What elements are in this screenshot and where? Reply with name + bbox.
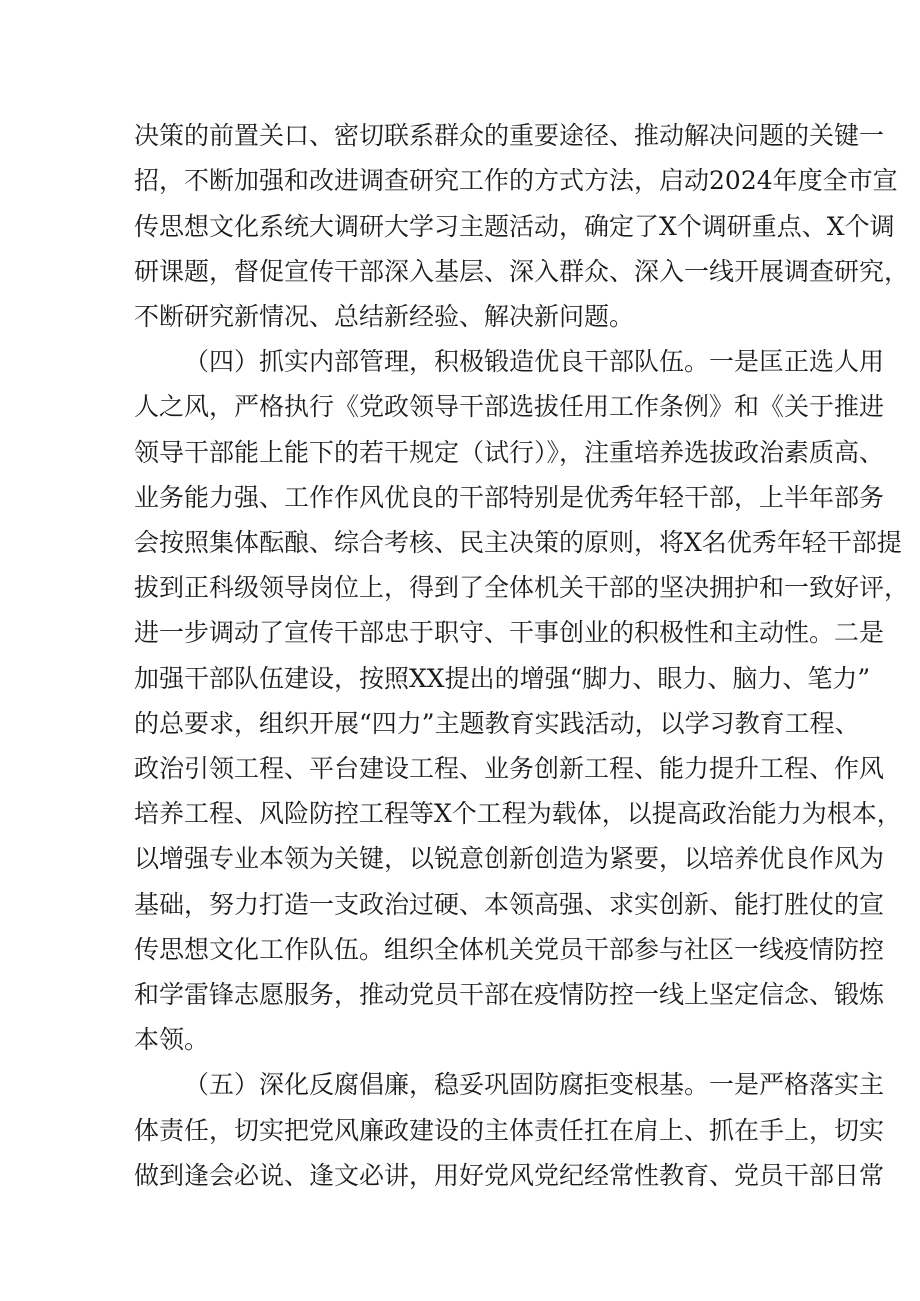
text-line: 以增强专业本领为关键，以锐意创新创造为紧要，以培养优良作风为 — [134, 844, 885, 873]
text-line: 体责任，切实把党风廉政建设的主体责任扛在肩上、抓在手上，切实 — [134, 1116, 885, 1145]
text-line: 加强干部队伍建设，按照XX提出的增强“脚力、眼力、脑力、笔力” — [134, 664, 871, 693]
text-line: 基础，努力打造一支政治过硬、本领高强、求实创新、能打胜仗的宣 — [134, 890, 885, 919]
text-line: 培养工程、风险防控工程等X个工程为载体，以提高政治能力为根本， — [134, 799, 902, 828]
paragraph-heading-line: （四）抓实内部管理，积极锻造优良干部队伍。一是匡正选人用 — [184, 347, 885, 376]
text-line: 决策的前置关口、密切联系群众的重要途径、推动解决问题的关键一 — [134, 121, 885, 150]
text-line: 人之风，严格执行《党政领导干部选拔任用工作条例》和《关于推进 — [134, 392, 885, 421]
text-line: 研课题，督促宣传干部深入基层、深入群众、深入一线开展调查研究， — [134, 257, 910, 286]
text-line: 做到逢会必说、逢文必讲，用好党风党纪经常性教育、党员干部日常 — [134, 1161, 885, 1190]
text-line: 政治引领工程、平台建设工程、业务创新工程、能力提升工程、作风 — [134, 754, 885, 783]
text-line: 传思想文化工作队伍。组织全体机关党员干部参与社区一线疫情防控 — [134, 935, 885, 964]
text-line: 的总要求，组织开展“四力”主题教育实践活动，以学习教育工程、 — [134, 709, 860, 738]
text-line: 传思想文化系统大调研大学习主题活动，确定了X个调研重点、X个调 — [134, 212, 895, 241]
text-line: 会按照集体酝酿、综合考核、民主决策的原则，将X名优秀年轻干部提 — [134, 528, 902, 557]
text-line: 拔到正科级领导岗位上，得到了全体机关干部的坚决拥护和一致好评， — [134, 573, 910, 602]
text-line: 和学雷锋志愿服务，推动党员干部在疫情防控一线上坚定信念、锻炼 — [134, 980, 885, 1009]
text-line: 业务能力强、工作作风优良的干部特别是优秀年轻干部，上半年部务 — [134, 483, 885, 512]
paragraph-heading-line: （五）深化反腐倡廉，稳妥巩固防腐拒变根基。一是严格落实主 — [184, 1070, 885, 1099]
text-line: 招，不断加强和改进调查研究工作的方式方法，启动2024年度全市宣 — [134, 166, 898, 195]
text-line: 进一步调动了宣传干部忠于职守、干事创业的积极性和主动性。二是 — [134, 618, 885, 647]
text-line: 本领。 — [134, 1025, 210, 1054]
text-line: 领导干部能上能下的若干规定（试行）》，注重培养选拔政治素质高、 — [134, 438, 885, 467]
text-line: 不断研究新情况、总结新经验、解决新问题。 — [134, 302, 635, 331]
